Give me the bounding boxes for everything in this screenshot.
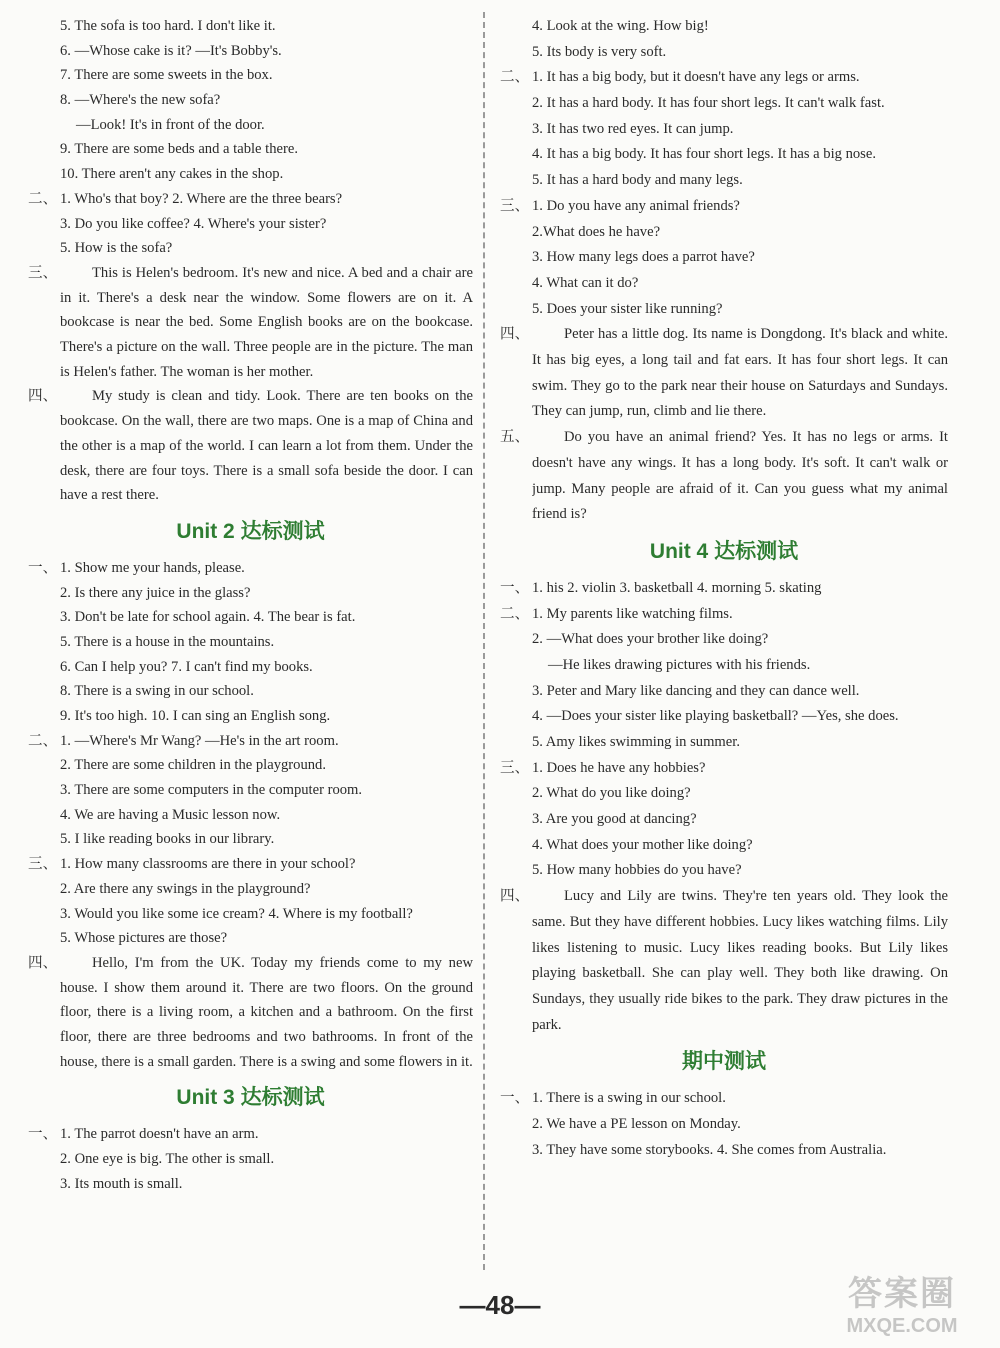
question-number xyxy=(28,902,60,927)
answer-line xyxy=(500,271,948,297)
answer-text: 3. How many legs does a parrot have? xyxy=(532,249,755,266)
answer-line xyxy=(500,245,948,271)
answer-text: 3. Would you like some ice cream? 4. Where is my football? xyxy=(60,905,413,922)
answer-line xyxy=(28,137,473,162)
page-number: —48— xyxy=(459,1290,541,1320)
answer-line xyxy=(28,926,473,951)
answer-line xyxy=(500,117,948,143)
answer-line xyxy=(28,581,473,606)
answer-line xyxy=(500,704,948,730)
answer-text: 5. There is a house in the mountains. xyxy=(60,633,275,650)
answer-line xyxy=(28,778,473,803)
answer-line xyxy=(500,40,948,66)
question-number xyxy=(28,39,60,64)
answer-line xyxy=(28,1122,473,1147)
question-number xyxy=(500,653,532,679)
answer-text: 4. What can it do? xyxy=(532,274,639,291)
question-number xyxy=(28,88,60,113)
answer-line xyxy=(28,88,473,113)
question-number xyxy=(28,753,60,778)
question-number xyxy=(500,168,532,194)
answer-text: 5. How many hobbies do you have? xyxy=(532,862,742,879)
answer-text: 5. Does your sister like running? xyxy=(532,300,723,317)
answer-line xyxy=(28,1172,473,1197)
question-number xyxy=(28,605,60,630)
answer-text: 2. One eye is big. The other is small. xyxy=(60,1151,275,1168)
section-heading: Unit 3 达标测试 xyxy=(176,1086,325,1110)
column-divider xyxy=(483,12,485,1270)
answer-text: 3. There are some computers in the computer room. xyxy=(60,782,363,799)
answer-line xyxy=(500,653,948,679)
answer-text: 9. It's too high. 10. I can sing an English song. xyxy=(60,708,331,725)
answer-text: 1. —Where's Mr Wang? —He's in the art room. xyxy=(60,732,339,749)
paragraph-text: This is Helen's bedroom. It's new and nice. A bed and a chair are in it. There's a desk near the window. Some flowers are on it. A bookcase is near the bed. Some English books are on the bookcase. There's a picture on the wall. Three people are in the picture. The man is Helen's father. The woman is her mother. xyxy=(60,264,473,380)
answer-text: 8. There is a swing in our school. xyxy=(60,683,254,700)
answer-text: 1. Do you have any animal friends? xyxy=(532,197,740,214)
answer-line xyxy=(28,556,473,581)
answer-line xyxy=(28,679,473,704)
question-number: 一、 xyxy=(500,579,530,596)
answer-paragraph xyxy=(28,261,473,385)
answer-line xyxy=(500,781,948,807)
answer-text: 1. his 2. violin 3. basketball 4. morning 5. skating xyxy=(532,579,822,596)
question-number xyxy=(28,113,60,138)
answer-line xyxy=(28,729,473,754)
answer-text: 10. There aren't any cakes in the shop. xyxy=(60,166,284,183)
answer-text: 5. Amy likes swimming in summer. xyxy=(532,734,740,751)
answer-line xyxy=(28,827,473,852)
answer-line xyxy=(500,833,948,859)
answer-line xyxy=(28,902,473,927)
answer-text: 5. Its body is very soft. xyxy=(532,43,667,60)
answer-text: 1. Does he have any hobbies? xyxy=(532,759,706,776)
answer-line xyxy=(500,65,948,91)
answer-line xyxy=(28,14,473,39)
answer-line xyxy=(28,113,473,138)
question-number xyxy=(28,778,60,803)
answer-line xyxy=(28,1147,473,1172)
answer-text: 1. My parents like watching films. xyxy=(532,605,733,622)
answer-text: 9. There are some beds and a table there. xyxy=(60,141,298,158)
answer-line xyxy=(500,1112,948,1138)
answer-text: 5. I like reading books in our library. xyxy=(60,831,275,848)
answer-line xyxy=(500,627,948,653)
answer-text: 2. —What does your brother like doing? xyxy=(532,631,769,648)
paragraph-text: Peter has a little dog. Its name is Dongdong. It's black and white. It has big eyes, a long tail and fat ears. It has four short legs. It can swim. They go to the park near their house on Saturdays and Sundays. They can jump, run, climb and lie there. xyxy=(532,326,948,420)
answer-line xyxy=(500,1138,948,1164)
question-number: 四、 xyxy=(28,388,58,405)
answer-line xyxy=(28,877,473,902)
answer-text: 1. Show me your hands, please. xyxy=(60,559,245,576)
answer-text: 5. The sofa is too hard. I don't like it. xyxy=(60,18,276,34)
question-number xyxy=(500,858,532,884)
section-heading: Unit 2 达标测试 xyxy=(176,519,325,543)
question-number: 一、 xyxy=(28,1126,58,1143)
question-number xyxy=(28,679,60,704)
paragraph-text: 4. It has a big body. It has four short legs. It has a big nose. xyxy=(532,146,876,163)
question-number: 一、 xyxy=(500,1090,530,1107)
paragraph-text: My study is clean and tidy. Look. There are ten books on the bookcase. On the wall, there are two maps. One is a map of China and the other is a map of the world. I can learn a lot from them. Under the desk, there are four toys. There is a small sofa beside the door. I can have a rest there. xyxy=(60,388,473,504)
question-number xyxy=(28,877,60,902)
answer-line xyxy=(28,655,473,680)
question-number: 四、 xyxy=(28,954,58,971)
question-number xyxy=(500,91,532,117)
answer-line xyxy=(500,14,948,40)
answer-text: 6. —Whose cake is it? —It's Bobby's. xyxy=(60,42,282,59)
question-number xyxy=(500,807,532,833)
paragraph-text: Do you have an animal friend? Yes. It has no legs or arms. It doesn't have any wings. It has a long body. It's soft. It can't walk or jump. Many people are afraid of it. Can you guess what my animal friend is? xyxy=(532,429,948,523)
answer-line xyxy=(28,852,473,877)
question-number xyxy=(500,627,532,653)
question-number xyxy=(28,14,60,39)
answer-text: —He likes drawing pictures with his friends. xyxy=(548,656,811,673)
question-number xyxy=(500,730,532,756)
answer-text: 1. How many classrooms are there in your school? xyxy=(60,856,356,873)
question-number: 四、 xyxy=(500,326,530,343)
answer-line xyxy=(500,858,948,884)
question-number: 一、 xyxy=(28,559,58,576)
question-number xyxy=(28,212,60,237)
answer-paragraph xyxy=(28,951,473,1075)
answer-text: 4. —Does your sister like playing basketball? —Yes, she does. xyxy=(532,708,899,725)
answer-text: 1. There is a swing in our school. xyxy=(532,1090,726,1107)
question-number xyxy=(500,40,532,66)
question-number: 二、 xyxy=(28,190,58,207)
answer-text: 8. —Where's the new sofa? xyxy=(60,92,221,109)
answer-text: 2. We have a PE lesson on Monday. xyxy=(532,1116,741,1133)
question-number xyxy=(500,220,532,246)
watermark-logo xyxy=(822,1266,982,1338)
answer-paragraph xyxy=(500,425,948,528)
answer-line xyxy=(500,194,948,220)
answer-text: 1. Who's that boy? 2. Where are the three bears? xyxy=(60,190,343,207)
question-number xyxy=(28,803,60,828)
answer-paragraph xyxy=(28,384,473,508)
answer-line xyxy=(500,1086,948,1112)
answer-text: 2. Is there any juice in the glass? xyxy=(60,584,251,601)
answer-line xyxy=(28,605,473,630)
question-number xyxy=(28,63,60,88)
question-number: 二、 xyxy=(500,69,530,86)
answer-text: 3. It has two red eyes. It can jump. xyxy=(532,120,734,137)
section-heading: 期中测试 xyxy=(682,1050,766,1074)
answer-text: 3. Peter and Mary like dancing and they can dance well. xyxy=(532,682,860,699)
answer-line xyxy=(28,704,473,729)
answer-text: 1. The parrot doesn't have an arm. xyxy=(60,1126,259,1143)
answer-line xyxy=(500,679,948,705)
question-number xyxy=(28,162,60,187)
answer-text: 3. Do you like coffee? 4. Where's your sister? xyxy=(60,215,327,232)
right-column xyxy=(500,14,948,1163)
question-number xyxy=(500,704,532,730)
answer-line xyxy=(500,602,948,628)
question-number xyxy=(28,926,60,951)
paragraph-text: 2. It has a hard body. It has four short legs. It can't walk fast. xyxy=(532,95,885,112)
answer-text: 5. How is the sofa? xyxy=(60,240,173,257)
question-number xyxy=(500,14,532,40)
paragraph-text: Lucy and Lily are twins. They're ten years old. They look the same. But they have different hobbies. Lucy likes watching films. Lily likes listening to music. Lucy likes reading books. But Lily likes playing basketball. She can play well. They both like drawing. On Sundays, they usually ride bikes to the park. They draw pictures in the park. xyxy=(532,888,948,1033)
answer-text: —Look! It's in front of the door. xyxy=(76,116,265,133)
question-number: 二、 xyxy=(500,605,530,622)
answer-text: 5. It has a hard body and many legs. xyxy=(532,172,743,189)
answer-paragraph xyxy=(500,91,948,117)
question-number: 三、 xyxy=(28,264,58,281)
answer-line xyxy=(500,220,948,246)
answer-line xyxy=(500,297,948,323)
question-number xyxy=(28,630,60,655)
question-number xyxy=(500,117,532,143)
question-number: 四、 xyxy=(500,888,530,905)
answer-line xyxy=(28,630,473,655)
question-number xyxy=(28,1172,60,1197)
answer-line xyxy=(500,756,948,782)
answer-paragraph xyxy=(500,142,948,168)
answer-text: 6. Can I help you? 7. I can't find my books. xyxy=(60,658,313,675)
question-number xyxy=(500,245,532,271)
question-number: 三、 xyxy=(500,759,530,776)
answer-text: 4. Look at the wing. How big! xyxy=(532,18,709,34)
question-number xyxy=(28,581,60,606)
left-column xyxy=(28,14,473,1196)
answer-line xyxy=(500,576,948,602)
question-number xyxy=(28,137,60,162)
question-number xyxy=(500,271,532,297)
answer-text: 3. Are you good at dancing? xyxy=(532,811,697,828)
question-number xyxy=(500,833,532,859)
question-number xyxy=(28,655,60,680)
answer-text: 3. They have some storybooks. 4. She comes from Australia. xyxy=(532,1141,887,1158)
answer-line xyxy=(500,730,948,756)
answer-line xyxy=(28,63,473,88)
answer-text: 2.What does he have? xyxy=(532,223,661,240)
answer-line xyxy=(28,753,473,778)
question-number xyxy=(500,1138,532,1164)
answer-text: 2. There are some children in the playground. xyxy=(60,757,326,774)
answer-line xyxy=(28,162,473,187)
watermark-text: 答案圈 xyxy=(848,1275,956,1313)
paragraph-text: Hello, I'm from the UK. Today my friends come to my new house. I show them around it. There are two floors. On the ground floor, there is a living room, a kitchen and a bathroom. On the first floor, there are three bedrooms and two bathrooms. In front of the house, there is a small garden. There is a swing and some flowers in it. xyxy=(60,954,473,1070)
question-number xyxy=(28,236,60,261)
section-heading: Unit 4 达标测试 xyxy=(649,539,799,563)
question-number xyxy=(28,704,60,729)
question-number xyxy=(28,1147,60,1172)
answer-text: 4. What does your mother like doing? xyxy=(532,836,753,853)
answer-text: 3. Its mouth is small. xyxy=(60,1175,183,1192)
answer-line xyxy=(28,187,473,212)
answer-line xyxy=(28,39,473,64)
question-number xyxy=(500,142,532,168)
answer-text: 2. What do you like doing? xyxy=(532,785,691,802)
answer-text: 2. Are there any swings in the playground? xyxy=(60,880,311,897)
question-number: 三、 xyxy=(28,856,58,873)
question-number xyxy=(500,297,532,323)
answer-line xyxy=(28,236,473,261)
answer-line xyxy=(500,168,948,194)
question-number: 三、 xyxy=(500,197,530,214)
answer-text: 7. There are some sweets in the box. xyxy=(60,67,273,84)
answer-text: 4. We are having a Music lesson now. xyxy=(60,806,281,823)
question-number xyxy=(500,781,532,807)
question-number xyxy=(500,1112,532,1138)
answer-line xyxy=(500,807,948,833)
answer-paragraph xyxy=(500,884,948,1038)
watermark-url: MXQE.COM xyxy=(846,1315,958,1337)
question-number: 五、 xyxy=(500,429,530,446)
question-number: 二、 xyxy=(28,732,58,749)
question-number xyxy=(500,679,532,705)
answer-line xyxy=(28,212,473,237)
answer-text: 5. Whose pictures are those? xyxy=(60,930,228,947)
answer-text: 3. Don't be late for school again. 4. The bear is fat. xyxy=(60,609,356,626)
question-number xyxy=(28,827,60,852)
answer-paragraph xyxy=(500,322,948,425)
answer-line xyxy=(28,803,473,828)
answer-text: 1. It has a big body, but it doesn't have any legs or arms. xyxy=(532,69,860,86)
